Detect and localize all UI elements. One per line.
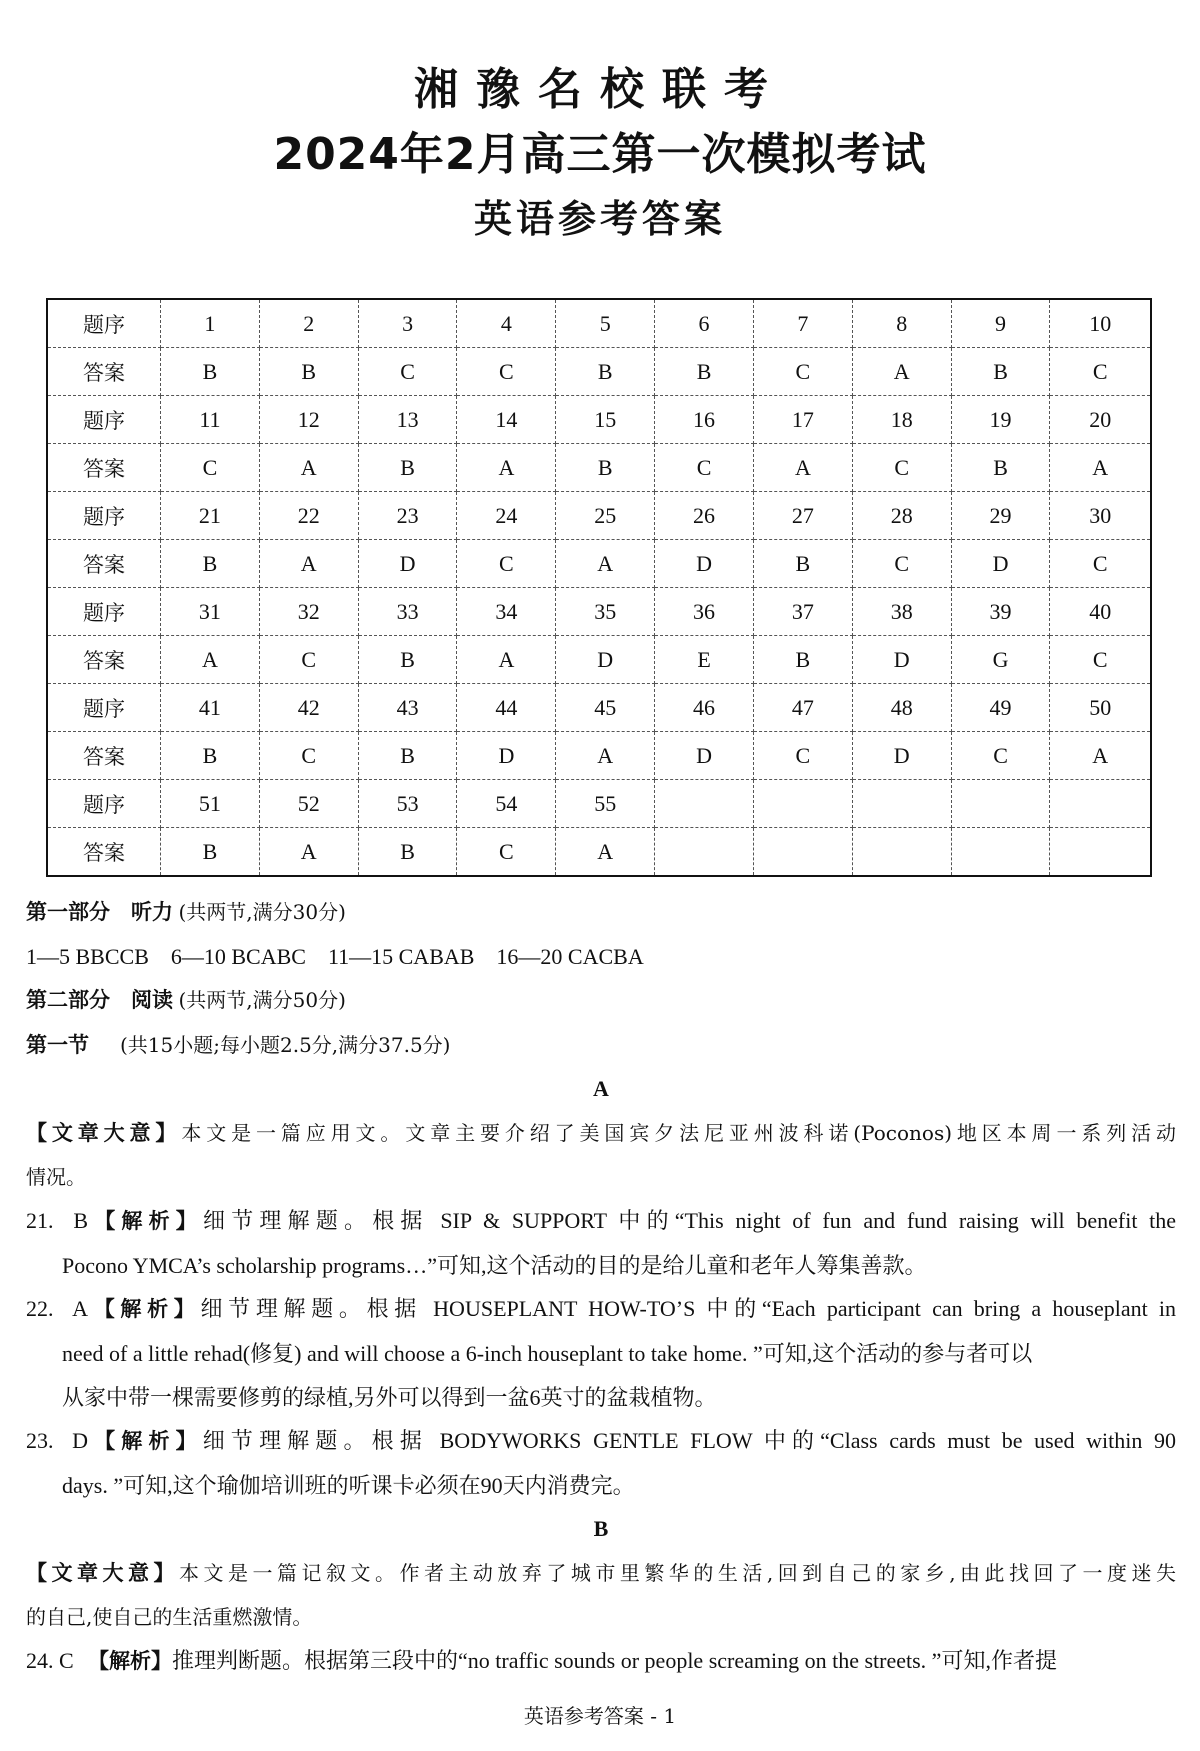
answer-cell: A (259, 828, 358, 877)
passage-b-summary-tag: 【文章大意】 (26, 1560, 179, 1585)
part1-note: (共两节,满分30分) (178, 900, 346, 924)
answer-explanations (26, 890, 1176, 1684)
question-number-cell: 53 (358, 780, 457, 828)
question-number-row (47, 588, 1151, 636)
title-block (0, 0, 1200, 248)
question-number-cell: 1 (161, 299, 260, 348)
answer-cell: E (655, 636, 754, 684)
question-number-cell: 30 (1050, 492, 1151, 540)
passage-a-letter: A (593, 1076, 609, 1102)
analysis-text: 推理判断题。根据第三段中的“no traffic sounds or people screaming on the streets. ”可知,作者提 (172, 1648, 1057, 1674)
question-number: 23. D (26, 1428, 88, 1454)
passage-a-items (26, 1199, 1176, 1507)
analysis-continuation: 从家中带一棵需要修剪的绿植,另外可以得到一盆6英寸的盆栽植物。 (62, 1384, 717, 1410)
question-item-first-line (26, 1419, 1176, 1464)
answer-cell: C (358, 348, 457, 396)
question-number: 21. B (26, 1208, 88, 1234)
exam-title: 2024年2月高三第一次模拟考试 (273, 129, 927, 180)
question-number-cell: 39 (951, 588, 1050, 636)
answer-cell: A (161, 636, 260, 684)
answer-cell (852, 828, 951, 877)
answer-cell: G (951, 636, 1050, 684)
section1-heading: 第一节 (26, 1032, 89, 1057)
question-number-cell: 48 (852, 684, 951, 732)
answer-row (47, 540, 1151, 588)
question-number-cell: 14 (457, 396, 556, 444)
question-number: 22. A (26, 1296, 88, 1322)
analysis-continuation: Pocono YMCA’s scholarship programs…”可知,这个活动的目的是给儿童和老年人筹集善款。 (62, 1252, 927, 1278)
question-number: 24. C (26, 1648, 74, 1674)
answer-row (47, 444, 1151, 492)
answer-cell: A (556, 732, 655, 780)
question-number-cell (1050, 780, 1151, 828)
answer-cell: D (852, 636, 951, 684)
question-item-first-line (26, 1199, 1176, 1244)
answer-cell: B (259, 348, 358, 396)
answer-cell: A (753, 444, 852, 492)
section1-note: (共15小题;每小题2.5分,满分37.5分) (120, 1032, 451, 1057)
row-label-question: 题序 (47, 396, 161, 444)
question-number-cell: 24 (457, 492, 556, 540)
question-number-cell: 2 (259, 299, 358, 348)
listening-answers: 1—5 BBCCB 6—10 BCABC 11—15 CABAB 16—20 CACBA (26, 943, 644, 969)
part2-heading: 第二部分 阅读 (26, 988, 173, 1013)
answer-cell: B (161, 732, 260, 780)
row-label-answer: 答案 (47, 444, 161, 492)
question-number-cell: 13 (358, 396, 457, 444)
question-number-cell: 12 (259, 396, 358, 444)
answer-table (46, 298, 1152, 877)
answer-cell: B (358, 636, 457, 684)
row-label-question: 题序 (47, 492, 161, 540)
answer-cell: C (753, 348, 852, 396)
answer-cell: D (852, 732, 951, 780)
answer-cell: A (556, 540, 655, 588)
answer-cell: B (358, 732, 457, 780)
answer-cell: D (655, 732, 754, 780)
answer-cell (951, 828, 1050, 877)
answer-cell: A (457, 636, 556, 684)
answer-cell: B (951, 444, 1050, 492)
row-label-question: 题序 (47, 299, 161, 348)
answer-cell: C (951, 732, 1050, 780)
answer-cell: C (655, 444, 754, 492)
analysis-continuation: need of a little rehad(修复) and will choose a 6-inch houseplant to take home. ”可知,这个活动的参与者可以 (62, 1340, 1033, 1366)
question-number-cell: 31 (161, 588, 260, 636)
question-number-cell: 29 (951, 492, 1050, 540)
row-label-answer: 答案 (47, 636, 161, 684)
answer-cell: B (161, 540, 260, 588)
question-number-row (47, 780, 1151, 828)
answer-cell: D (951, 540, 1050, 588)
answer-cell: B (161, 828, 260, 877)
answer-cell: C (259, 636, 358, 684)
answer-cell (1050, 828, 1151, 877)
question-number-cell: 41 (161, 684, 260, 732)
passage-a-summary-line2: 情况。 (26, 1164, 86, 1189)
answer-row (47, 732, 1151, 780)
question-number-cell: 26 (655, 492, 754, 540)
question-number-cell: 25 (556, 492, 655, 540)
passage-b-summary-text: 本文是一篇记叙文。作者主动放弃了城市里繁华的生活,回到自己的家乡,由此找回了一度迷失 (178, 1560, 1176, 1585)
answer-cell: A (852, 348, 951, 396)
question-number-cell: 50 (1050, 684, 1151, 732)
question-number-cell: 32 (259, 588, 358, 636)
question-number-cell: 6 (655, 299, 754, 348)
analysis-text: 细节理解题。根据 SIP & SUPPORT 中的“This night of fun and fund raising will benefit the (203, 1208, 1176, 1234)
analysis-continuation: days. ”可知,这个瑜伽培训班的听课卡必须在90天内消费完。 (62, 1472, 635, 1498)
answer-cell: A (1050, 444, 1151, 492)
row-label-question: 题序 (47, 684, 161, 732)
answer-cell: C (852, 444, 951, 492)
row-label-answer: 答案 (47, 348, 161, 396)
answer-cell: C (1050, 348, 1151, 396)
question-number-cell: 34 (457, 588, 556, 636)
question-number-cell: 49 (951, 684, 1050, 732)
answer-cell: C (1050, 540, 1151, 588)
question-number-cell: 10 (1050, 299, 1151, 348)
answer-cell: B (753, 636, 852, 684)
question-item-first-line (26, 1287, 1176, 1332)
question-number-cell: 43 (358, 684, 457, 732)
answer-cell: A (259, 444, 358, 492)
answer-cell: B (358, 444, 457, 492)
analysis-tag: 【解析】 (88, 1429, 203, 1454)
question-number-cell: 9 (951, 299, 1050, 348)
answer-cell (655, 828, 754, 877)
question-number-cell: 47 (753, 684, 852, 732)
question-number-cell: 22 (259, 492, 358, 540)
question-number-cell: 42 (259, 684, 358, 732)
question-number-cell: 19 (951, 396, 1050, 444)
answer-cell: C (457, 348, 556, 396)
answer-cell: C (457, 828, 556, 877)
question-number-cell: 40 (1050, 588, 1151, 636)
question-number-row (47, 684, 1151, 732)
answer-cell: B (358, 828, 457, 877)
question-number-cell: 35 (556, 588, 655, 636)
question-number-cell (655, 780, 754, 828)
question-number-cell: 33 (358, 588, 457, 636)
passage-a-summary-text: 本文是一篇应用文。文章主要介绍了美国宾夕法尼亚州波科诺(Poconos)地区本周一系列活动 (181, 1120, 1176, 1145)
answer-cell: B (161, 348, 260, 396)
answer-cell: B (556, 348, 655, 396)
question-number-cell (951, 780, 1050, 828)
passage-b-letter: B (593, 1516, 609, 1542)
question-number-cell: 28 (852, 492, 951, 540)
answer-cell: C (259, 732, 358, 780)
question-number-row (47, 299, 1151, 348)
answer-cell: B (951, 348, 1050, 396)
answer-cell: C (1050, 636, 1151, 684)
passage-b-summary-line1 (26, 1551, 1176, 1596)
row-label-answer: 答案 (47, 732, 161, 780)
part1-heading-line (26, 890, 1176, 935)
analysis-tag: 【解析】 (88, 1649, 172, 1674)
question-number-cell: 45 (556, 684, 655, 732)
question-number-cell: 38 (852, 588, 951, 636)
answer-cell: C (852, 540, 951, 588)
question-number-cell: 3 (358, 299, 457, 348)
answer-cell: A (457, 444, 556, 492)
question-number-cell: 54 (457, 780, 556, 828)
question-number-cell: 15 (556, 396, 655, 444)
answer-key-title: 英语参考答案 (473, 197, 726, 241)
question-number-cell: 8 (852, 299, 951, 348)
question-number-cell: 4 (457, 299, 556, 348)
row-label-question: 题序 (47, 588, 161, 636)
answer-cell: C (753, 732, 852, 780)
part2-note: (共两节,满分50分) (178, 988, 346, 1013)
question-number-cell: 44 (457, 684, 556, 732)
analysis-tag: 【解析】 (88, 1297, 201, 1322)
question-number-row (47, 492, 1151, 540)
question-number-cell: 5 (556, 299, 655, 348)
question-number-cell: 37 (753, 588, 852, 636)
analysis-tag: 【解析】 (88, 1209, 204, 1234)
answer-cell: D (655, 540, 754, 588)
answer-cell: B (753, 540, 852, 588)
answer-cell: D (457, 732, 556, 780)
answer-row (47, 636, 1151, 684)
passage-a-summary-line1 (26, 1111, 1176, 1156)
answer-cell: C (457, 540, 556, 588)
row-label-answer: 答案 (47, 540, 161, 588)
question-number-cell: 51 (161, 780, 260, 828)
question-number-cell: 55 (556, 780, 655, 828)
page-footer: 英语参考答案 - 1 (523, 1704, 677, 1728)
exam-org-title: 湘豫名校联考 (414, 64, 786, 115)
part2-heading-line (26, 978, 1176, 1023)
answer-cell: A (1050, 732, 1151, 780)
answer-cell: B (655, 348, 754, 396)
question-number-cell: 23 (358, 492, 457, 540)
answer-row (47, 828, 1151, 877)
question-number-cell: 21 (161, 492, 260, 540)
section1-heading-line (26, 1023, 1176, 1068)
question-number-cell: 11 (161, 396, 260, 444)
question-number-cell: 17 (753, 396, 852, 444)
answer-cell: C (161, 444, 260, 492)
answer-cell: B (556, 444, 655, 492)
passage-a-summary-tag: 【文章大意】 (26, 1120, 182, 1145)
question-number-cell: 20 (1050, 396, 1151, 444)
answer-cell: D (556, 636, 655, 684)
answer-cell: A (556, 828, 655, 877)
analysis-text: 细节理解题。根据 BODYWORKS GENTLE FLOW 中的“Class cards must be used within 90 (202, 1428, 1176, 1454)
question-number-row (47, 396, 1151, 444)
passage-b-summary-line2: 的自己,使自己的生活重燃激情。 (26, 1604, 313, 1629)
question-number-cell: 16 (655, 396, 754, 444)
question-number-cell: 46 (655, 684, 754, 732)
answer-row (47, 348, 1151, 396)
answer-cell: A (259, 540, 358, 588)
question-number-cell (753, 780, 852, 828)
question-24-line (26, 1639, 1176, 1684)
answer-cell: D (358, 540, 457, 588)
answer-cell (753, 828, 852, 877)
analysis-text: 细节理解题。根据 HOUSEPLANT HOW-TO’S 中的“Each participant can bring a houseplant in (200, 1296, 1176, 1322)
part1-heading: 第一部分 听力 (26, 900, 173, 924)
question-number-cell (852, 780, 951, 828)
question-number-cell: 36 (655, 588, 754, 636)
row-label-answer: 答案 (47, 828, 161, 877)
question-number-cell: 7 (753, 299, 852, 348)
question-number-cell: 18 (852, 396, 951, 444)
question-number-cell: 27 (753, 492, 852, 540)
question-number-cell: 52 (259, 780, 358, 828)
row-label-question: 题序 (47, 780, 161, 828)
